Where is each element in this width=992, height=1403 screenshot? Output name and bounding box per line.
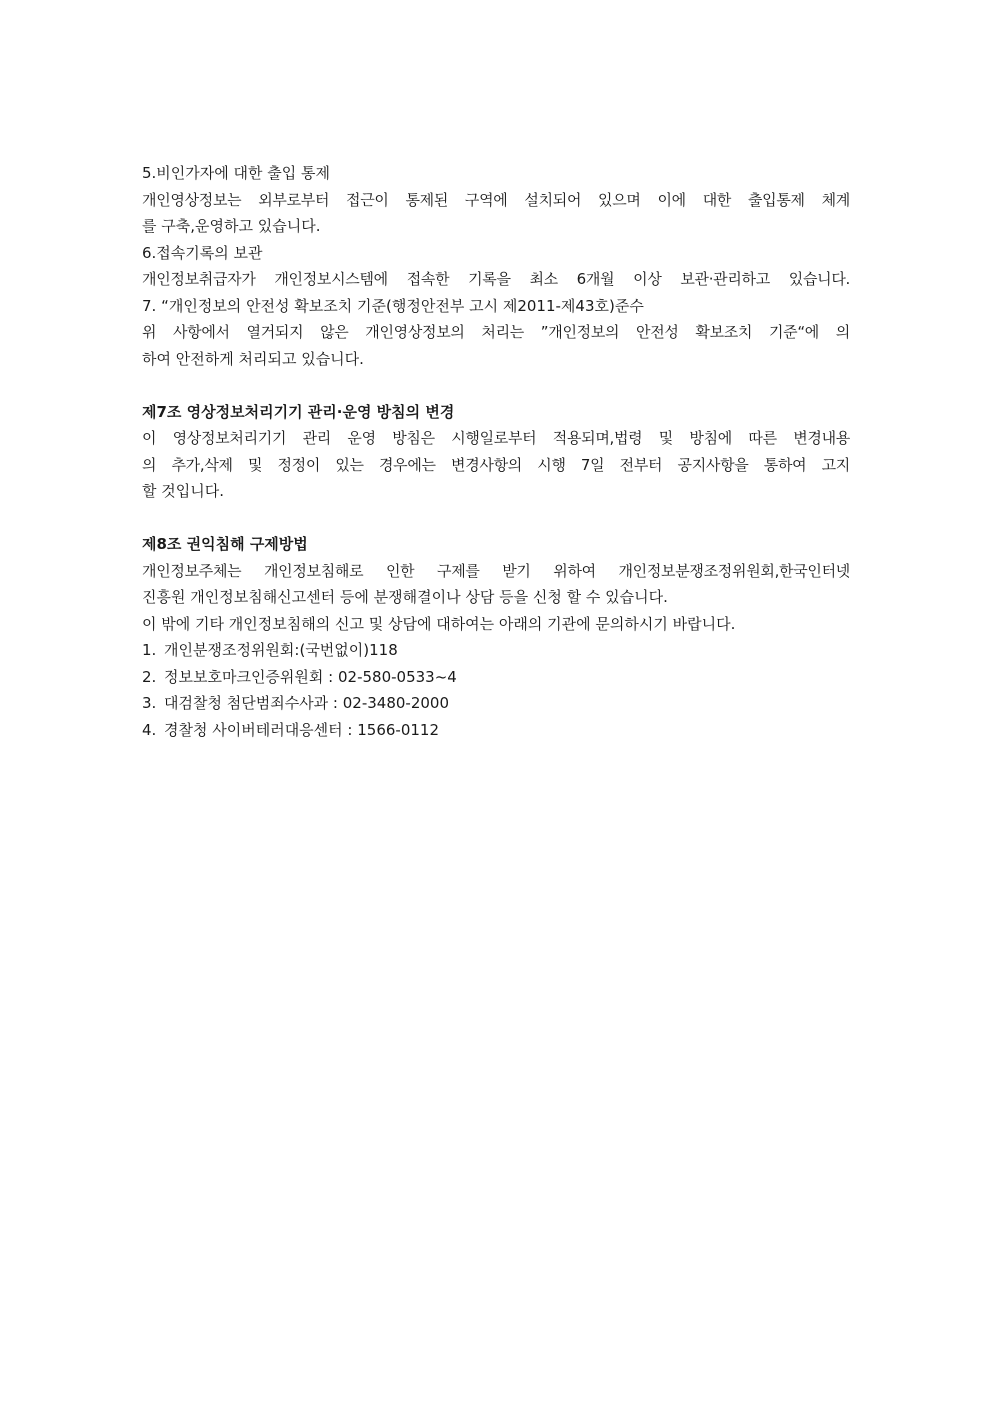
article7-body-line: 할 것입니다. (142, 482, 224, 500)
article7-heading: 제7조 영상정보처리기기 관리·운영 방침의 변경 (142, 402, 455, 421)
section-standard-body-line: 하여 안전하게 처리되고 있습니다. (142, 349, 364, 368)
contact-list-item (142, 637, 850, 664)
article7-body-line: 이 영상정보처리기기 관리 운영 방침은 시행일로부터 적용되며,법령 및 방침에 따른 변경내용 (142, 429, 850, 447)
contact-number: 4. (142, 720, 157, 739)
contact-text: 대검찰청 첨단범죄수사과 : 02-3480-2000 (164, 694, 450, 712)
article8-heading: 제8조 권익침해 구제방법 (142, 535, 308, 553)
article8-body-line: 진흥원 개인정보침해신고센터 등에 분쟁해결이나 상담 등을 신청 할 수 있습니다. (142, 588, 668, 606)
contact-text: 경찰청 사이버테러대응센터 : 1566-0112 (164, 720, 439, 739)
contact-list-item (142, 717, 850, 744)
paragraph-spacer (142, 372, 850, 399)
article7-body-line: 의 추가,삭제 및 정정이 있는 경우에는 변경사항의 시행 7일 전부터 공지사항을 통하여 고지 (142, 455, 850, 474)
contact-list-item (142, 664, 850, 691)
section-log-body-line: 개인정보취급자가 개인정보시스템에 접속한 기록을 최소 6개월 이상 보관·관리하고 있습니다. (142, 270, 850, 288)
section-access-body-line: 개인영상정보는 외부로부터 접근이 통제된 구역에 설치되어 있으며 이에 대한 출입통제 체계 (142, 190, 850, 209)
contact-text: 개인분쟁조정위원회:(국번없이)118 (164, 641, 398, 659)
section-access-title: 5.비인가자에 대한 출입 통제 (142, 164, 331, 182)
article8-body-line: 개인정보주체는 개인정보침해로 인한 구제를 받기 위하여 개인정보분쟁조정위원회,한국인터넷 (142, 561, 850, 580)
contact-number: 2. (142, 667, 157, 686)
contact-number: 1. (142, 641, 157, 659)
section-standard-title: 7. “개인정보의 안전성 확보조치 기준(행정안전부 고시 제2011-제43호)준수 (142, 296, 644, 315)
contact-text: 정보보호마크인증위원회 : 02-580-0533~4 (164, 667, 457, 686)
section-log-title: 6.접속기록의 보관 (142, 243, 263, 262)
article8-body-line: 이 밖에 기타 개인정보침해의 신고 및 상담에 대하여는 아래의 기관에 문의하시기 바랍니다. (142, 614, 736, 633)
document-page (142, 160, 850, 743)
section-access-body-line: 를 구축,운영하고 있습니다. (142, 217, 321, 235)
paragraph-spacer (142, 505, 850, 532)
contact-list-item (142, 690, 850, 717)
contact-number: 3. (142, 694, 157, 712)
section-standard-body-line: 위 사항에서 열거되지 않은 개인영상정보의 처리는 ”개인정보의 안전성 확보조치 기준“에 의 (142, 323, 850, 341)
